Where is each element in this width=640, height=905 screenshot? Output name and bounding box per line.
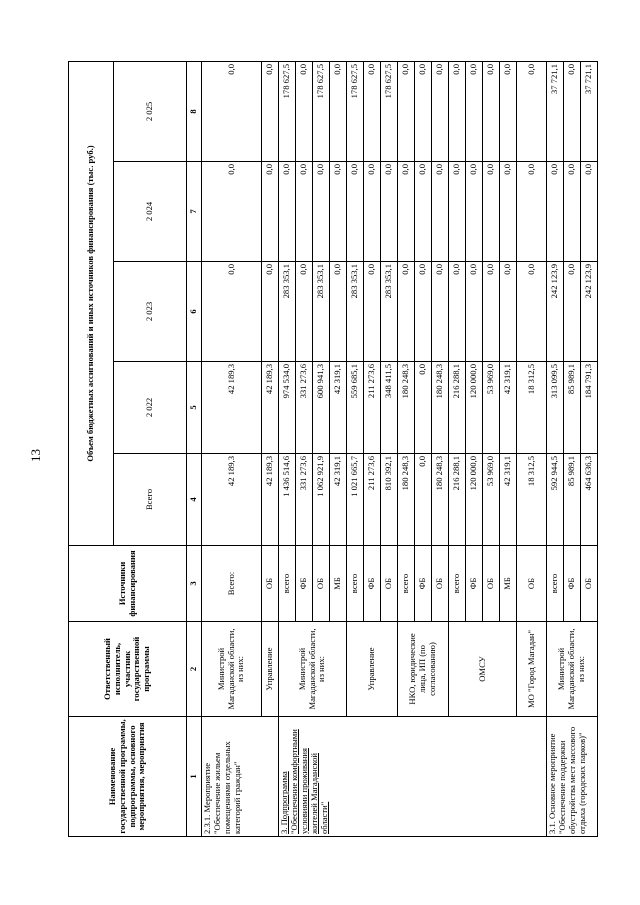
value-cell: 0,0 [262, 62, 279, 162]
value-cell: 974 534,0 [279, 362, 296, 454]
source-cell: ОБ [262, 546, 279, 622]
value-cell: 120 000,0 [466, 362, 483, 454]
page-number: 13 [28, 449, 43, 462]
budget-table [68, 61, 598, 837]
value-cell: 120 000,0 [466, 454, 483, 546]
source-cell: ОБ [313, 546, 330, 622]
source-cell: ФБ [296, 546, 313, 622]
value-cell: 1 062 921,9 [313, 454, 330, 546]
value-cell: 331 273,6 [296, 362, 313, 454]
col-index: 8 [187, 62, 202, 162]
value-cell: 0,0 [415, 262, 432, 362]
source-cell: всего [347, 546, 364, 622]
value-cell: 178 627,5 [279, 62, 296, 162]
value-cell: 0,0 [296, 162, 313, 262]
value-cell: 216 288,1 [449, 362, 466, 454]
value-cell: 283 353,1 [313, 262, 330, 362]
value-cell: 178 627,5 [381, 62, 398, 162]
name-subprogram-3: 3. Подпрограмма "Обеспечение комфортными условиями проживания жителей Магаданской области" [279, 717, 547, 837]
table-row [202, 62, 262, 837]
value-cell: 178 627,5 [347, 62, 364, 162]
table-row [547, 62, 564, 837]
value-cell: 0,0 [483, 262, 500, 362]
value-cell: 0,0 [466, 262, 483, 362]
value-cell: 0,0 [432, 162, 449, 262]
value-cell: 0,0 [330, 62, 347, 162]
source-cell: ФБ [415, 546, 432, 622]
value-cell: 0,0 [564, 162, 581, 262]
value-cell: 211 273,6 [364, 454, 381, 546]
value-cell: 0,0 [432, 62, 449, 162]
value-cell: 0,0 [347, 162, 364, 262]
value-cell: 0,0 [202, 162, 262, 262]
header-name: Наименование государственной программы, подпрограммы, основного мероприятия, мероприятия [69, 717, 187, 837]
value-cell: 0,0 [547, 162, 564, 262]
value-cell: 283 353,1 [279, 262, 296, 362]
value-cell: 53 969,0 [483, 362, 500, 454]
value-cell: 0,0 [262, 262, 279, 362]
value-cell: 0,0 [415, 362, 432, 454]
value-cell: 0,0 [483, 62, 500, 162]
value-cell: 0,0 [415, 162, 432, 262]
source-cell: ФБ [364, 546, 381, 622]
value-cell: 0,0 [432, 262, 449, 362]
source-cell: всего [279, 546, 296, 622]
value-cell: 42 189,3 [202, 362, 262, 454]
value-cell: 0,0 [449, 262, 466, 362]
header-2022: 2 022 [114, 362, 187, 454]
value-cell: 0,0 [330, 162, 347, 262]
value-cell: 184 791,3 [581, 362, 598, 454]
value-cell: 0,0 [517, 162, 547, 262]
value-cell: 0,0 [500, 262, 517, 362]
value-cell: 0,0 [364, 162, 381, 262]
col-index: 4 [187, 454, 202, 546]
value-cell: 0,0 [415, 454, 432, 546]
col-index: 2 [187, 622, 202, 717]
value-cell: 559 685,1 [347, 362, 364, 454]
header-volume: Объем бюджетных ассигнований и иных источников финансирования (тыс. руб.) [69, 62, 114, 546]
value-cell: 42 189,3 [262, 362, 279, 454]
value-cell: 0,0 [262, 162, 279, 262]
header-total: Всего [114, 454, 187, 546]
value-cell: 53 969,0 [483, 454, 500, 546]
value-cell: 0,0 [449, 162, 466, 262]
value-cell: 810 392,1 [381, 454, 398, 546]
source-cell: МБ [330, 546, 347, 622]
value-cell: 600 941,3 [313, 362, 330, 454]
value-cell: 18 312,5 [517, 454, 547, 546]
source-cell: всего [547, 546, 564, 622]
source-cell: ОБ [517, 546, 547, 622]
value-cell: 85 989,1 [564, 362, 581, 454]
value-cell: 0,0 [202, 262, 262, 362]
header-2025: 2 025 [114, 62, 187, 162]
value-cell: 42 319,1 [330, 454, 347, 546]
value-cell: 37 721,1 [547, 62, 564, 162]
value-cell: 313 099,5 [547, 362, 564, 454]
source-cell: Всего: [202, 546, 262, 622]
value-cell: 242 123,9 [547, 262, 564, 362]
value-cell: 0,0 [564, 62, 581, 162]
value-cell: 242 123,9 [581, 262, 598, 362]
value-cell: 211 273,6 [364, 362, 381, 454]
source-cell: всего [398, 546, 415, 622]
value-cell: 180 248,3 [432, 362, 449, 454]
value-cell: 0,0 [279, 162, 296, 262]
executor-cell: Министрой Магаданской области, из них: [279, 622, 347, 717]
value-cell: 178 627,5 [313, 62, 330, 162]
value-cell: 0,0 [517, 62, 547, 162]
col-index: 7 [187, 162, 202, 262]
value-cell: 216 288,1 [449, 454, 466, 546]
source-cell: ОБ [432, 546, 449, 622]
col-index: 6 [187, 262, 202, 362]
executor-cell: МО "Город Магадан" [517, 622, 547, 717]
value-cell: 1 436 514,6 [279, 454, 296, 546]
value-cell: 0,0 [202, 62, 262, 162]
name-main-measure-3-1: 3.1. Основное мероприятие "Обеспечение поддержки обустройства мест массового отдыха (городских парков)" [547, 717, 598, 837]
value-cell: 37 721,1 [581, 62, 598, 162]
header-2024: 2 024 [114, 162, 187, 262]
executor-cell: ОМСУ [449, 622, 517, 717]
value-cell: 42 319,1 [500, 362, 517, 454]
value-cell: 0,0 [398, 62, 415, 162]
value-cell: 0,0 [483, 162, 500, 262]
value-cell: 0,0 [398, 162, 415, 262]
value-cell: 42 319,1 [500, 454, 517, 546]
source-cell: ФБ [564, 546, 581, 622]
value-cell: 1 021 665,7 [347, 454, 364, 546]
value-cell: 0,0 [415, 62, 432, 162]
value-cell: 180 248,3 [432, 454, 449, 546]
header-source: Источники финансирования [69, 546, 187, 622]
value-cell: 464 636,3 [581, 454, 598, 546]
executor-cell: Управление [262, 622, 279, 717]
value-cell: 0,0 [517, 262, 547, 362]
value-cell: 0,0 [296, 62, 313, 162]
value-cell: 42 189,3 [202, 454, 262, 546]
value-cell: 348 411,5 [381, 362, 398, 454]
value-cell: 18 312,5 [517, 362, 547, 454]
executor-cell: Управление [347, 622, 398, 717]
value-cell: 180 248,3 [398, 454, 415, 546]
value-cell: 0,0 [381, 162, 398, 262]
value-cell: 0,0 [313, 162, 330, 262]
source-cell: МБ [500, 546, 517, 622]
col-index: 1 [187, 717, 202, 837]
value-cell: 0,0 [364, 62, 381, 162]
value-cell: 0,0 [564, 262, 581, 362]
value-cell: 0,0 [398, 262, 415, 362]
value-cell: 0,0 [500, 162, 517, 262]
header-2023: 2 023 [114, 262, 187, 362]
source-cell: всего [449, 546, 466, 622]
value-cell: 180 248,3 [398, 362, 415, 454]
value-cell: 0,0 [330, 262, 347, 362]
header-executor: Ответственный исполнитель, участник государственной программы [69, 622, 187, 717]
executor-cell: НКО, юридические лица, ИП (по согласованию) [398, 622, 449, 717]
value-cell: 0,0 [364, 262, 381, 362]
rotated-table-wrapper [68, 62, 594, 837]
executor-cell: Министрой Магаданской области, из них: [202, 622, 262, 717]
source-cell: ФБ [466, 546, 483, 622]
name-measure-2-3-1: 2.3.1. Мероприятие "Обеспечение жильем помещениями отдельных категорий граждан" [202, 717, 279, 837]
value-cell: 283 353,1 [381, 262, 398, 362]
source-cell: ОБ [581, 546, 598, 622]
value-cell: 42 189,3 [262, 454, 279, 546]
col-index: 3 [187, 546, 202, 622]
source-cell: ОБ [381, 546, 398, 622]
value-cell: 592 944,5 [547, 454, 564, 546]
value-cell: 42 319,1 [330, 362, 347, 454]
value-cell: 283 353,1 [347, 262, 364, 362]
col-index: 5 [187, 362, 202, 454]
value-cell: 0,0 [296, 262, 313, 362]
value-cell: 85 989,1 [564, 454, 581, 546]
value-cell: 0,0 [466, 62, 483, 162]
value-cell: 0,0 [466, 162, 483, 262]
value-cell: 0,0 [449, 62, 466, 162]
source-cell: ОБ [483, 546, 500, 622]
value-cell: 331 273,6 [296, 454, 313, 546]
value-cell: 0,0 [581, 162, 598, 262]
value-cell: 0,0 [500, 62, 517, 162]
executor-cell: Министрой Магаданской области, из них: [547, 622, 598, 717]
table-row [279, 62, 296, 837]
